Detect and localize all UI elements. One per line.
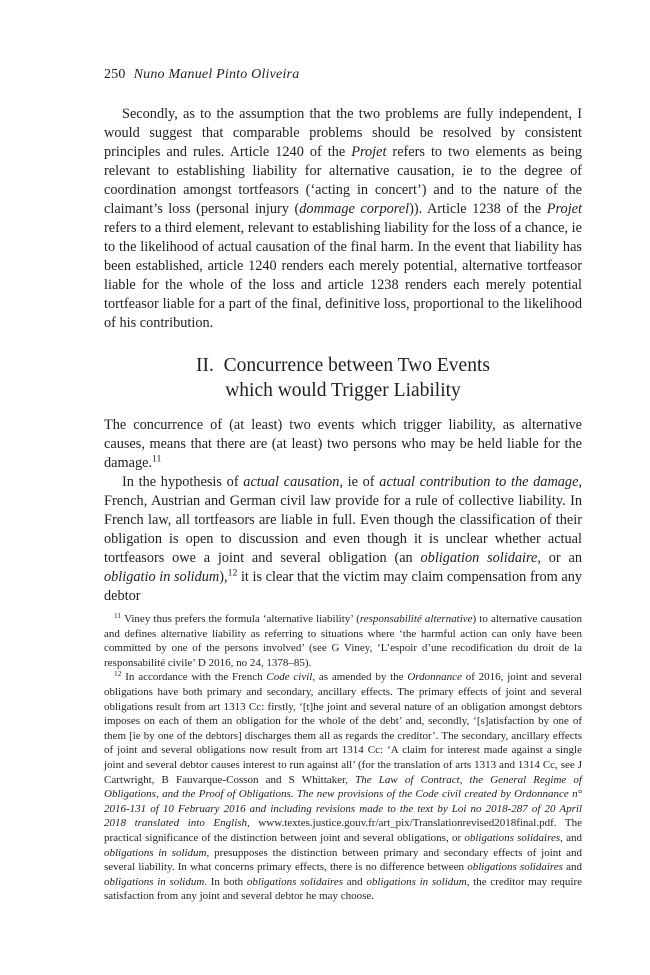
text-run: and <box>343 875 367 888</box>
italic-text: dommage corporel <box>299 201 410 217</box>
body-paragraph-1 <box>104 105 582 333</box>
footnote-marker: 11 <box>152 453 162 465</box>
italic-text: Code civil <box>266 671 313 684</box>
text-run: , presupposes the distinction between primary and secondary effects of joint and several liability. In what concerns primary effects, there is no difference between <box>104 846 583 874</box>
text-run: , or an <box>537 550 582 566</box>
italic-text: Projet <box>546 201 582 217</box>
italic-text: obligations solidaires <box>464 831 561 844</box>
text-run: , and <box>560 831 582 844</box>
section-heading-line-1: II. Concurrence between Two Events <box>196 355 490 376</box>
italic-text: actual causation <box>243 474 340 490</box>
text-run: Secondly, as to the assumption that the two problems are fully independent, I would suggest that comparable problems should be resolved by consistent principles and rules. Article 1240 of the <box>104 106 582 160</box>
paragraph-concurrence <box>104 416 582 473</box>
running-head <box>104 67 299 83</box>
footnote-marker: 11 <box>114 610 122 620</box>
text-run: The concurrence of (at least) two events which trigger liability, as alternative causes, means that there are (at least) two persons who may be held liable for the damage. <box>104 417 582 471</box>
text-run: , ie of <box>339 474 380 490</box>
text-run: it is clear that the victim may claim compensation from any debtor <box>104 569 582 604</box>
italic-text: obligations in solidum <box>366 875 467 888</box>
page-number: 250 <box>104 67 126 82</box>
footnote-marker: 12 <box>114 669 122 679</box>
footnotes <box>104 612 582 904</box>
italic-text: obligation solidaire <box>420 550 538 566</box>
italic-text: obligatio in solidum <box>104 569 220 585</box>
text-run: refers to two elements as being relevant to establishing liability for alternative causation, ie to the degree of coordination amongst tortfeasors (‘acting in concert’) and to the nature of the claimant’s loss (personal injury ( <box>104 144 582 217</box>
text-run: , the creditor may require satisfaction from any joint and several debtor he may choose. <box>104 875 582 903</box>
text-run: ) to alternative causation and defines alternative liability as referring to situations where ‘the harmful action can only have been committed by one of the persons involved’ (see G Viney, ‘L’espoir d’une recodification du droit de la responsabilité civile’ D 2016, no 24, 1378–85). <box>104 613 582 669</box>
text-run: and <box>562 861 582 874</box>
text-run: , French, Austrian and German civil law provide for a rule of collective liability. In French law, all tortfeasors are liable in full. Even though the classification of their obligation is open to discussion and even though it is unclear whether actual tortfeasors owe a joint and several obligation (an <box>104 474 582 566</box>
body-section-text <box>104 416 582 606</box>
text-run: ), <box>219 569 228 585</box>
running-head-author: Nuno Manuel Pinto Oliveira <box>133 67 300 82</box>
text-run: In accordance with the French <box>121 671 267 684</box>
italic-text: actual contribution to the damage <box>379 474 579 490</box>
italic-text: obligations solidaires <box>467 861 563 874</box>
footnote-11 <box>104 612 582 670</box>
paragraph-actual-causation <box>104 473 582 606</box>
text-run: refers to a third element, relevant to establishing liability for the loss of a chance, ie to the likelihood of actual causation of the final harm. In the event that liability has been established, article 1240 renders each merely potential, alternative tortfeasor liable for the whole of the loss and article 1238 renders each merely potential tortfeasor liable for a part of the final, definitive loss, proportional to the likelihood of his contribution. <box>104 220 582 331</box>
footnote-marker: 12 <box>227 567 238 579</box>
italic-text: Projet <box>351 144 387 160</box>
section-heading <box>104 353 582 403</box>
text-run: Viney thus prefers the formula ‘alternative liability’ ( <box>121 613 360 625</box>
italic-text: Ordonnance <box>407 671 462 684</box>
text-run: In the hypothesis of <box>122 474 244 490</box>
italic-text: responsabilité alternative <box>359 613 473 625</box>
text-run: , www.textes.justice.gouv.fr/art_pix/Translationrevised2018final.pdf. The practical significance of the distinction between joint and several obligations, or <box>104 817 582 844</box>
italic-text: obligations solidaires <box>246 875 344 888</box>
section-heading-line-2: which would Trigger Liability <box>225 380 461 401</box>
text-run: )). Article 1238 of the <box>409 201 547 217</box>
text-run: , as amended by the <box>312 671 408 684</box>
italic-text: The Law of Contract, the General Regime of Obligations, and the Proof of Obligations. The new provisions of the Code civil created by Ordonnance n° 2016-131 of 10 February 2016 and including revisions made to the text by Loi no 2018-287 of 20 April 2018 translated into English <box>104 773 582 830</box>
text-run: of 2016, joint and several obligations have both primary and secondary, ancillary effects. The primary effects of joint and several obligations result from art 1313 Cc: firstly, ‘[t]he joint and several nature of an obligation amongst debtors imposes on each of them an obligation for the whole of the debt’ and, secondly, ‘[s]atisfaction by one of them [ie by one of the debtors] discharges them all as regards the creditor’. The secondary, ancillary effects of joint and several obligations now result from art 1314 Cc: ‘A claim for interest made against a single joint and several debtor causes interest to run against all’ (for the translation of arts 1313 and 1314 Cc, see J Cartwright, B Fauvarque-Cosson and S Whittaker, <box>104 671 582 786</box>
italic-text: obligations in solidum <box>104 846 207 859</box>
text-run: . In both <box>204 875 247 888</box>
paragraph-secondly <box>104 105 582 333</box>
italic-text: obligations in solidum <box>104 875 205 888</box>
footnote-12 <box>104 670 582 904</box>
